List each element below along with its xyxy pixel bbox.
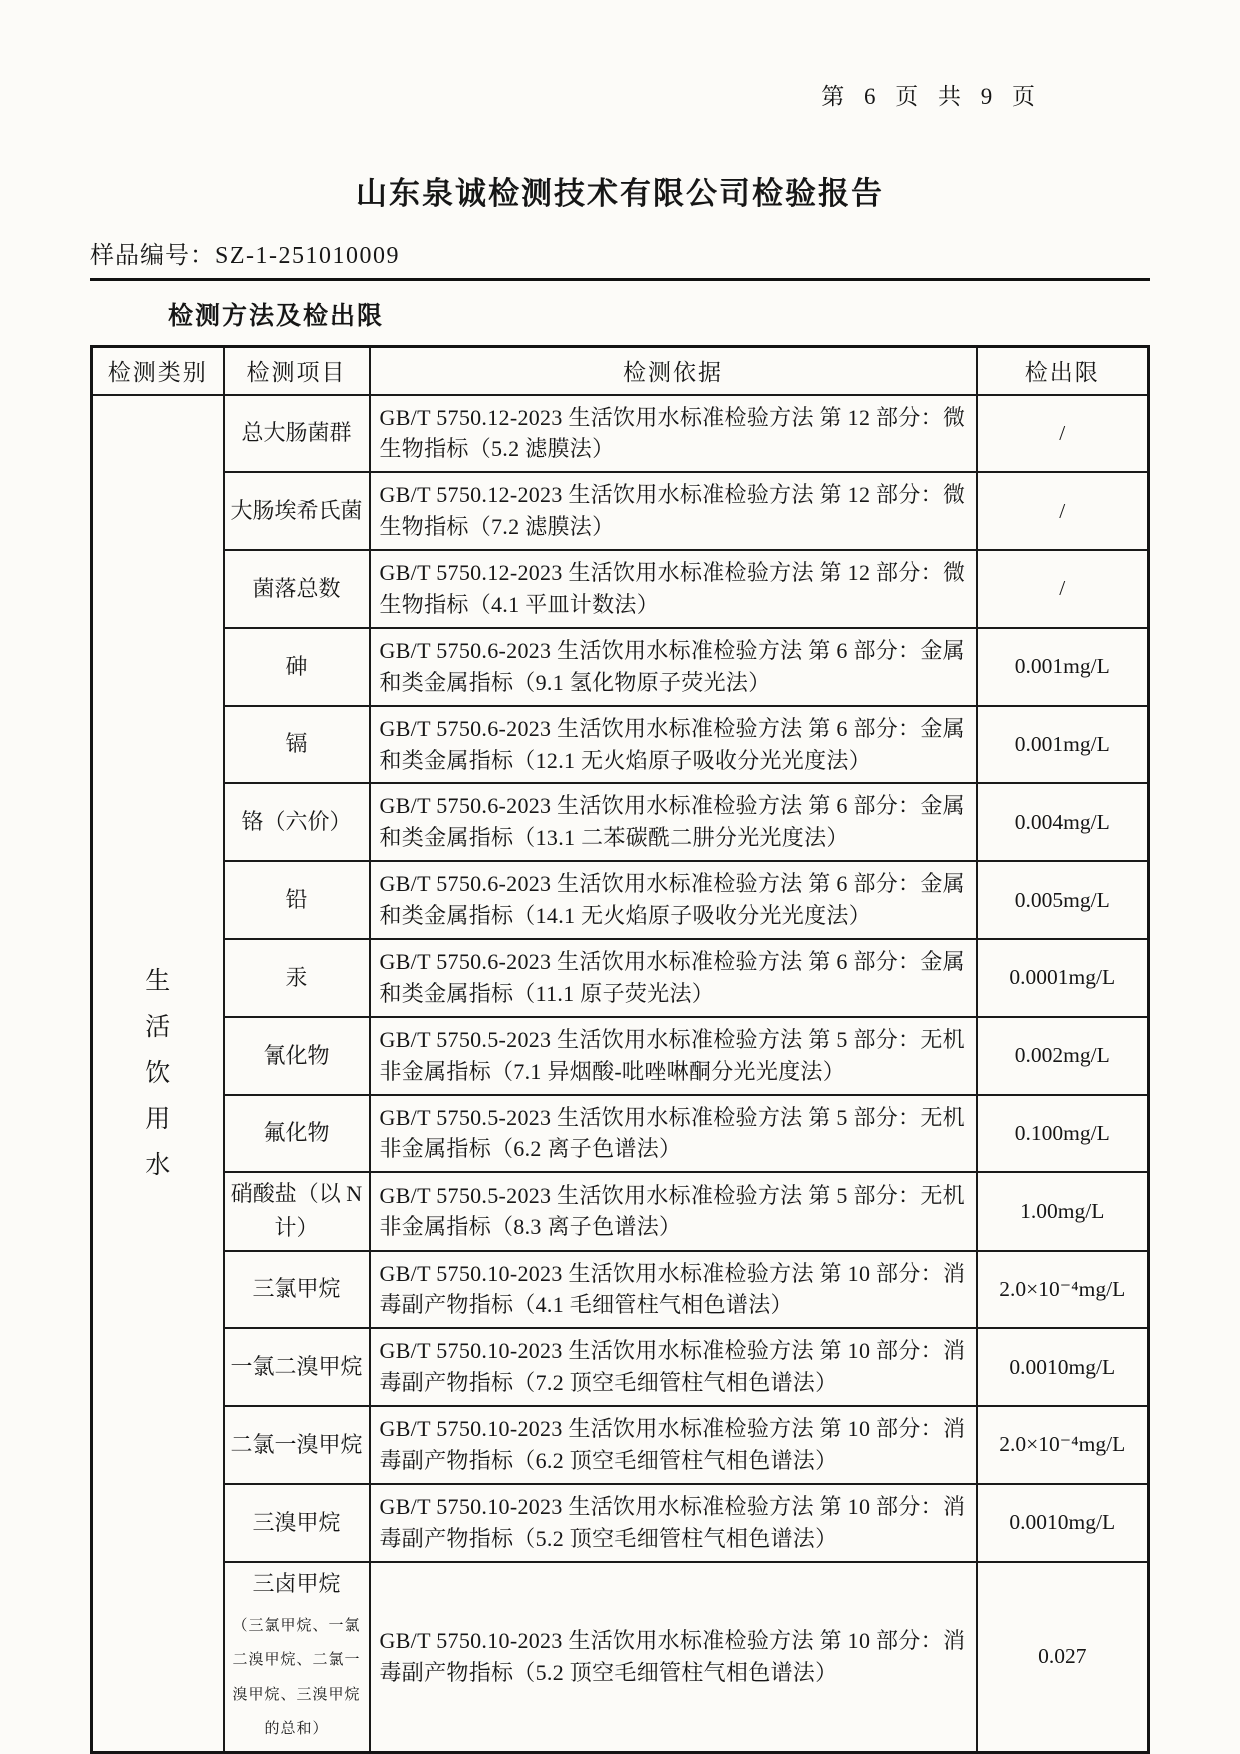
item-name: 汞 — [285, 964, 308, 990]
limit-cell: 2.0×10⁻⁴mg/L — [977, 1406, 1149, 1484]
limit-cell: 1.00mg/L — [977, 1172, 1149, 1250]
basis-cell: GB/T 5750.10-2023 生活饮用水标准检验方法 第 10 部分：消毒副产物指标（5.2 顶空毛细管柱气相色谱法） — [370, 1562, 977, 1753]
category-vertical-text: 生 活 饮 用 水 — [145, 967, 171, 1179]
section-heading: 检测方法及检出限 — [168, 303, 385, 330]
table-row — [92, 1095, 1149, 1173]
page-indicator: 第 6 页 共 9 页 — [821, 84, 1042, 109]
basis-cell: GB/T 5750.5-2023 生活饮用水标准检验方法 第 5 部分：无机非金属指标（6.2 离子色谱法） — [370, 1095, 977, 1173]
item-note: （三氯甲烷、一氯二溴甲烷、二氯一溴甲烷、三溴甲烷的总和） — [232, 1617, 361, 1738]
table-row — [92, 395, 1149, 473]
table-row — [92, 706, 1149, 784]
item-name: 氰化物 — [263, 1042, 330, 1068]
table-row — [92, 1562, 1149, 1753]
limit-cell: / — [977, 395, 1149, 473]
limit-cell: 0.005mg/L — [977, 861, 1149, 939]
limit-cell: 0.001mg/L — [977, 628, 1149, 706]
category-cell — [92, 395, 224, 1753]
item-name: 氟化物 — [263, 1120, 330, 1146]
item-name: 硝酸盐（以 N 计） — [230, 1181, 363, 1241]
basis-cell: GB/T 5750.6-2023 生活饮用水标准检验方法 第 6 部分：金属和类金属指标（9.1 氢化物原子荧光法） — [370, 628, 977, 706]
item-name: 三卤甲烷 — [252, 1570, 341, 1596]
table-row — [92, 1484, 1149, 1562]
item-cell — [224, 1251, 370, 1329]
item-cell — [224, 1017, 370, 1095]
table-row — [92, 1406, 1149, 1484]
limit-cell: 0.027 — [977, 1562, 1149, 1753]
basis-cell: GB/T 5750.12-2023 生活饮用水标准检验方法 第 12 部分：微生物指标（7.2 滤膜法） — [370, 472, 977, 550]
basis-cell: GB/T 5750.6-2023 生活饮用水标准检验方法 第 6 部分：金属和类金属指标（13.1 二苯碳酰二肼分光光度法） — [370, 783, 977, 861]
table-row — [92, 628, 1149, 706]
basis-cell: GB/T 5750.10-2023 生活饮用水标准检验方法 第 10 部分：消毒副产物指标（4.1 毛细管柱气相色谱法） — [370, 1251, 977, 1329]
item-name: 镉 — [285, 731, 308, 757]
limit-cell: 0.002mg/L — [977, 1017, 1149, 1095]
item-name: 菌落总数 — [252, 575, 341, 601]
table-row — [92, 861, 1149, 939]
table-row — [92, 472, 1149, 550]
sample-number-value: SZ-1-251010009 — [215, 243, 400, 269]
item-cell — [224, 861, 370, 939]
limit-cell: 0.0010mg/L — [977, 1484, 1149, 1562]
limit-cell: 0.0010mg/L — [977, 1328, 1149, 1406]
report-title: 山东泉诚检测技术有限公司检验报告 — [356, 176, 884, 211]
item-name: 砷 — [285, 653, 308, 679]
basis-cell: GB/T 5750.10-2023 生活饮用水标准检验方法 第 10 部分：消毒副产物指标（6.2 顶空毛细管柱气相色谱法） — [370, 1406, 977, 1484]
item-name: 总大肠菌群 — [241, 420, 352, 446]
limit-cell: 0.004mg/L — [977, 783, 1149, 861]
item-name: 三溴甲烷 — [252, 1509, 341, 1535]
limit-cell: 0.100mg/L — [977, 1095, 1149, 1173]
header-cell-item: 检测项目 — [224, 347, 370, 395]
item-cell — [224, 1172, 370, 1250]
limit-cell: 2.0×10⁻⁴mg/L — [977, 1251, 1149, 1329]
basis-cell: GB/T 5750.12-2023 生活饮用水标准检验方法 第 12 部分：微生物指标（4.1 平皿计数法） — [370, 550, 977, 628]
header-cell-category: 检测类别 — [92, 347, 224, 395]
limit-cell: 0.0001mg/L — [977, 939, 1149, 1017]
table-header-row — [92, 347, 1149, 395]
basis-cell: GB/T 5750.6-2023 生活饮用水标准检验方法 第 6 部分：金属和类金属指标（14.1 无火焰原子吸收分光光度法） — [370, 861, 977, 939]
item-name: 一氯二溴甲烷 — [230, 1354, 363, 1380]
sample-number-line — [90, 235, 1150, 281]
item-cell — [224, 628, 370, 706]
header-cell-limit: 检出限 — [977, 347, 1149, 395]
item-cell — [224, 706, 370, 784]
basis-cell: GB/T 5750.10-2023 生活饮用水标准检验方法 第 10 部分：消毒副产物指标（7.2 顶空毛细管柱气相色谱法） — [370, 1328, 977, 1406]
limit-cell: / — [977, 472, 1149, 550]
item-cell — [224, 939, 370, 1017]
table-row — [92, 550, 1149, 628]
table-body — [92, 395, 1149, 1753]
table-row — [92, 1328, 1149, 1406]
item-name: 铅 — [285, 887, 308, 913]
basis-cell: GB/T 5750.6-2023 生活饮用水标准检验方法 第 6 部分：金属和类金属指标（11.1 原子荧光法） — [370, 939, 977, 1017]
table-row — [92, 1172, 1149, 1250]
item-cell — [224, 472, 370, 550]
header-cell-basis: 检测依据 — [370, 347, 977, 395]
basis-cell: GB/T 5750.12-2023 生活饮用水标准检验方法 第 12 部分：微生物指标（5.2 滤膜法） — [370, 395, 977, 473]
limit-cell: 0.001mg/L — [977, 706, 1149, 784]
item-name: 大肠埃希氏菌 — [230, 498, 363, 524]
basis-cell: GB/T 5750.10-2023 生活饮用水标准检验方法 第 10 部分：消毒副产物指标（5.2 顶空毛细管柱气相色谱法） — [370, 1484, 977, 1562]
basis-cell: GB/T 5750.6-2023 生活饮用水标准检验方法 第 6 部分：金属和类金属指标（12.1 无火焰原子吸收分光光度法） — [370, 706, 977, 784]
item-name: 二氯一溴甲烷 — [230, 1431, 363, 1457]
item-cell — [224, 395, 370, 473]
limit-cell: / — [977, 550, 1149, 628]
table-row — [92, 939, 1149, 1017]
table-row — [92, 1017, 1149, 1095]
item-cell — [224, 550, 370, 628]
basis-cell: GB/T 5750.5-2023 生活饮用水标准检验方法 第 5 部分：无机非金属指标（8.3 离子色谱法） — [370, 1172, 977, 1250]
item-cell — [224, 1562, 370, 1753]
methods-table — [90, 345, 1150, 1754]
table-row — [92, 1251, 1149, 1329]
item-name: 铬（六价） — [241, 809, 352, 835]
item-cell — [224, 1328, 370, 1406]
item-cell — [224, 783, 370, 861]
item-cell — [224, 1095, 370, 1173]
basis-cell: GB/T 5750.5-2023 生活饮用水标准检验方法 第 5 部分：无机非金属指标（7.1 异烟酸-吡唑啉酮分光光度法） — [370, 1017, 977, 1095]
sample-number-label: 样品编号： — [90, 243, 215, 269]
item-cell — [224, 1406, 370, 1484]
item-cell — [224, 1484, 370, 1562]
table-row — [92, 783, 1149, 861]
item-name: 三氯甲烷 — [252, 1276, 341, 1302]
